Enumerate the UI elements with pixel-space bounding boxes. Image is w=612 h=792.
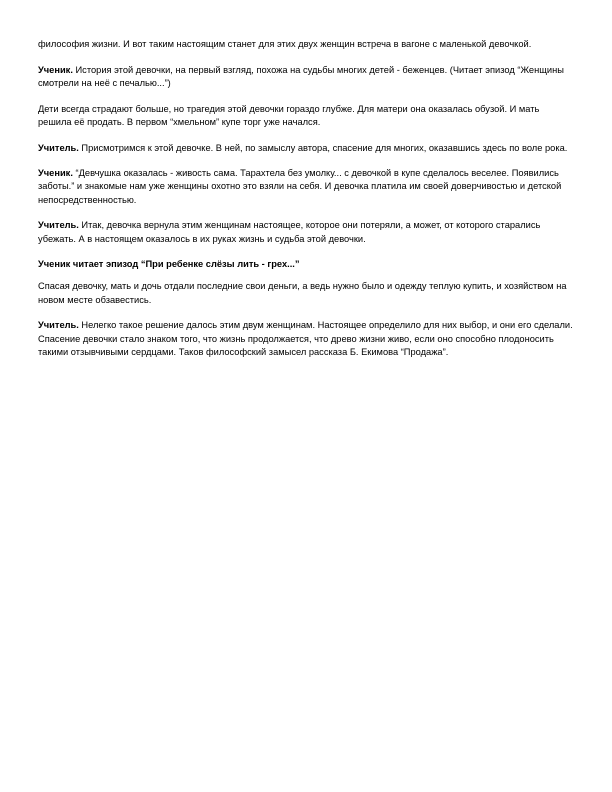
paragraph — [38, 64, 574, 90]
paragraph — [38, 219, 574, 245]
paragraph-text: Дети всегда страдают больше, но трагедия этой девочки гораздо глубже. Для матери она оказалась обузой. И мать решила её продать. В первом “хмельном” купе торг уже начался. — [38, 103, 540, 127]
speaker-label: Ученик. — [38, 168, 73, 179]
paragraph — [38, 280, 574, 306]
paragraph-text: Спасая девочку, мать и дочь отдали последние свои деньги, а ведь нужно было и одежду теплую купить, и хозяйством на новом месте обзавестись. — [38, 281, 567, 305]
speaker-label: Учитель. — [38, 320, 79, 331]
paragraph-text: Присмотримся к этой девочке. В ней, по замыслу автора, спасение для многих, оказавшись здесь по воле рока. — [78, 142, 568, 153]
paragraph-text: Нелегко такое решение далось этим двум женщинам. Настоящее определило для них выбор, и они его сделали. Спасение девочки стало знаком того, что жизнь продолжается, что древо жизни живо, если оно способно плодоносить такими отзывчивыми сердцами. Таков философский замысел рассказа Б. Екимова “Продажа”. — [38, 320, 573, 357]
paragraph — [38, 38, 574, 51]
document-page — [38, 38, 574, 371]
paragraph — [38, 142, 574, 155]
paragraph — [38, 167, 574, 207]
speaker-label: Учитель. — [38, 220, 79, 231]
paragraph-text: История этой девочки, на первый взгляд, похожа на судьбы многих детей - беженцев. (Читает эпизод “Женщины смотрели на неё с печалью...”) — [38, 64, 564, 88]
speaker-label: Учитель. — [38, 142, 79, 153]
episode-heading: Ученик читает эпизод “При ребенке слёзы лить - грех...” — [38, 259, 300, 270]
paragraph-text: Итак, девочка вернула этим женщинам настоящее, которое они потеряли, а может, от которого старались убежать. А в настоящем оказалось в их руках жизнь и судьба этой девочки. — [38, 220, 541, 244]
speaker-label: Ученик. — [38, 64, 73, 75]
paragraph — [38, 103, 574, 129]
paragraph-text: “Девчушка оказалась - живость сама. Тарахтела без умолку... с девочкой в купе сделалось веселее. Появились заботы.” и знакомые нам уже женщины охотно это взяли на себя. И девочка платила им своей доверчивостью и детской непосредственностью. — [38, 168, 562, 205]
paragraph — [38, 319, 574, 359]
paragraph-text: философия жизни. И вот таким настоящим станет для этих двух женщин встреча в вагоне с маленькой девочкой. — [38, 39, 532, 49]
